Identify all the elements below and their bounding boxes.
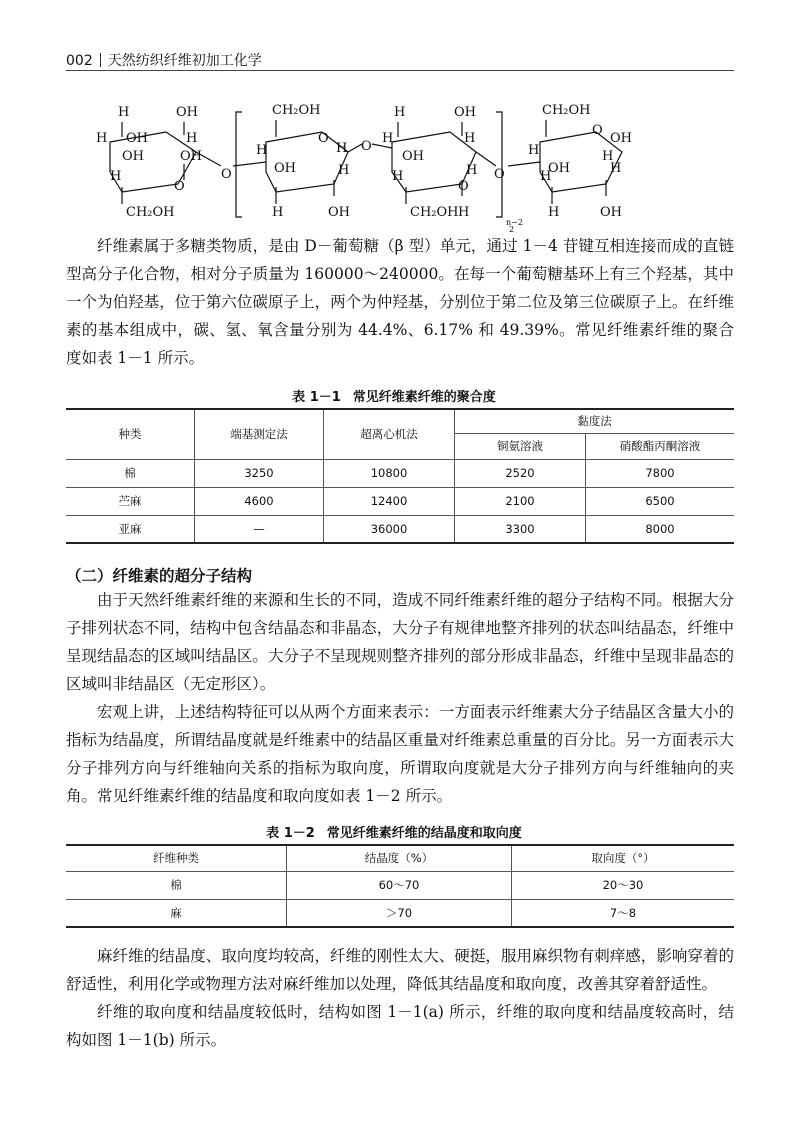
atom-label: CH₂OH — [272, 103, 321, 118]
paragraph-hemp-treatment: 麻纤维的结晶度、取向度均较高，纤维的刚性太大、硬挺，服用麻织物有刺痒感，影响穿着的舒适性，利用化学或物理方法对麻纤维加以处理，降低其结晶度和取向度，改善其穿着舒适性。 — [66, 947, 734, 993]
cell: 6500 — [586, 487, 735, 515]
table2-title: 常见纤维素纤维的结晶度和取向度 — [326, 826, 522, 841]
cell: — — [195, 515, 324, 543]
atom-label: H — [602, 149, 614, 164]
atom-label: H — [464, 131, 476, 146]
cell: 36000 — [324, 515, 455, 543]
col-header-end-group: 端基测定法 — [195, 409, 324, 459]
table-crystallinity-orientation — [66, 844, 734, 928]
cellulose-structure-diagram — [66, 92, 734, 232]
ring-oxygen: O — [458, 179, 469, 194]
atom-label: H — [466, 163, 478, 178]
table1-caption — [66, 386, 734, 405]
book-title: 天然纺织纤维初加工化学 — [107, 53, 262, 69]
atom-label: H — [548, 205, 560, 220]
repeat-subscript-top: n−2 — [506, 218, 523, 227]
atom-label: OH — [122, 149, 144, 164]
atom-label: OH — [610, 131, 632, 146]
atom-label: CH₂OH — [542, 103, 591, 118]
atom-label: H — [186, 131, 198, 146]
atom-label: H — [96, 131, 108, 146]
atom-label: H — [336, 141, 348, 156]
col-header-ultracentrifuge: 超离心机法 — [324, 409, 455, 459]
table-degree-of-polymerization — [66, 408, 734, 544]
atom-label: H — [392, 169, 404, 184]
running-header — [66, 50, 262, 70]
table1-number: 表 1－1 — [292, 390, 341, 405]
atom-label: OH — [180, 149, 202, 164]
cell: 20～30 — [512, 871, 735, 899]
cell: 3300 — [455, 515, 586, 543]
page-number: 002 — [66, 53, 93, 69]
section-heading: （二）纤维素的超分子结构 — [66, 567, 253, 585]
repeat-subscript-bottom: 2 — [509, 225, 515, 232]
ring-oxygen: O — [318, 131, 329, 146]
atom-label: CH₂OH — [126, 205, 175, 220]
atom-label: H — [382, 131, 394, 146]
cell: 60～70 — [287, 871, 512, 899]
cell: 棉 — [66, 871, 287, 899]
cell: 7800 — [586, 459, 735, 487]
cell: 2100 — [455, 487, 586, 515]
col-header-orientation: 取向度（°） — [512, 845, 735, 871]
atom-label: H — [528, 143, 540, 158]
atom-label: H — [272, 205, 284, 220]
atom-label: OH — [454, 105, 476, 120]
paragraph-figure-reference: 纤维的取向度和结晶度较低时，结构如图 1－1(a) 所示，纤维的取向度和结晶度较高时，结构如图 1－1(b) 所示。 — [66, 1003, 734, 1049]
cell: 4600 — [195, 487, 324, 515]
atom-label: OH — [176, 105, 198, 120]
table-row — [66, 515, 734, 543]
table2-caption — [66, 822, 734, 841]
atom-label: H — [458, 205, 470, 220]
table-row — [66, 487, 734, 515]
paragraph-supramolecular: 由于天然纤维素纤维的来源和生长的不同，造成不同纤维素纤维的超分子结构不同。根据大分子排列状态不同，结构中包含结晶态和非晶态，大分子有规律地整齐排列的状态叫结晶态，纤维中呈现结晶态的区域叫结晶区。大分子不呈现规则整齐排列的部分形成非晶态，纤维中呈现非晶态的区域叫非结晶区（无定形区）。 — [66, 591, 734, 693]
table-row — [66, 871, 734, 899]
col-header-viscosity: 黏度法 — [455, 409, 735, 433]
table1-title: 常见纤维素纤维的聚合度 — [352, 390, 496, 405]
cell: 2520 — [455, 459, 586, 487]
cell: 3250 — [195, 459, 324, 487]
table-row — [66, 899, 734, 927]
cell: ＞70 — [287, 899, 512, 927]
atom-label: H — [256, 143, 268, 158]
col-header-nitrate-acetone: 硝酸酯丙酮溶液 — [586, 433, 735, 459]
atom-label: H — [118, 105, 130, 120]
cell: 苎麻 — [66, 487, 195, 515]
cell: 亚麻 — [66, 515, 195, 543]
atom-label: OH — [126, 131, 148, 146]
bridge-oxygen: O — [494, 167, 505, 182]
table2-number: 表 1－2 — [266, 826, 315, 841]
col-header-crystallinity: 结晶度（%） — [287, 845, 512, 871]
atom-label: H — [110, 169, 122, 184]
header-separator — [100, 53, 101, 67]
ring-oxygen: O — [592, 123, 603, 138]
atom-label: CH₂OH — [410, 205, 459, 220]
cell: 10800 — [324, 459, 455, 487]
ring-oxygen: O — [174, 179, 185, 194]
cell: 棉 — [66, 459, 195, 487]
table-row — [66, 459, 734, 487]
cell: 7～8 — [512, 899, 735, 927]
atom-label: OH — [600, 205, 622, 220]
paragraph-crystallinity-orientation: 宏观上讲，上述结构特征可以从两个方面来表示：一方面表示纤维素大分子结晶区含量大小的指标为结晶度，所谓结晶度就是纤维素中的结晶区重量对纤维素总重量的百分比。另一方面表示大分子排列方向与纤维轴向关系的指标为取向度，所谓取向度就是大分子排列方向与纤维轴向的夹角。常见纤维素纤维的结晶度和取向度如表 1－2 所示。 — [66, 703, 734, 805]
cell: 12400 — [324, 487, 455, 515]
col-header-kind: 种类 — [66, 409, 195, 459]
atom-label: OH — [402, 149, 424, 164]
atom-label: OH — [548, 161, 570, 176]
atom-label: H — [394, 105, 406, 120]
atom-label: H — [610, 161, 622, 176]
cell: 8000 — [586, 515, 735, 543]
cell: 麻 — [66, 899, 287, 927]
atom-label: OH — [328, 205, 350, 220]
atom-label: H — [338, 163, 350, 178]
col-header-cuprammonium: 铜氨溶液 — [455, 433, 586, 459]
atom-label: OH — [274, 161, 296, 176]
bridge-oxygen: O — [221, 167, 232, 182]
header-rule — [66, 70, 734, 71]
paragraph-cellulose-composition: 纤维素属于多糖类物质，是由 D－葡萄糖（β 型）单元，通过 1－4 苷键互相连接而成的直链型高分子化合物，相对分子质量为 160000～240000。在每一个葡萄糖基环上有三个羟基，其中一个为伯羟基，位于第六位碳原子上，两个为仲羟基，分别位于第二位及第三位碳原子上。在纤维素的基本组成中，碳、氢、氧含量分别为 44.4%、6.17% 和 49.39%。常见纤维素纤维的聚合度如表 1－1 所示。 — [66, 237, 734, 367]
col-header-fiber: 纤维种类 — [66, 845, 287, 871]
atom-label: H — [540, 169, 552, 184]
bridge-oxygen: O — [361, 139, 372, 154]
